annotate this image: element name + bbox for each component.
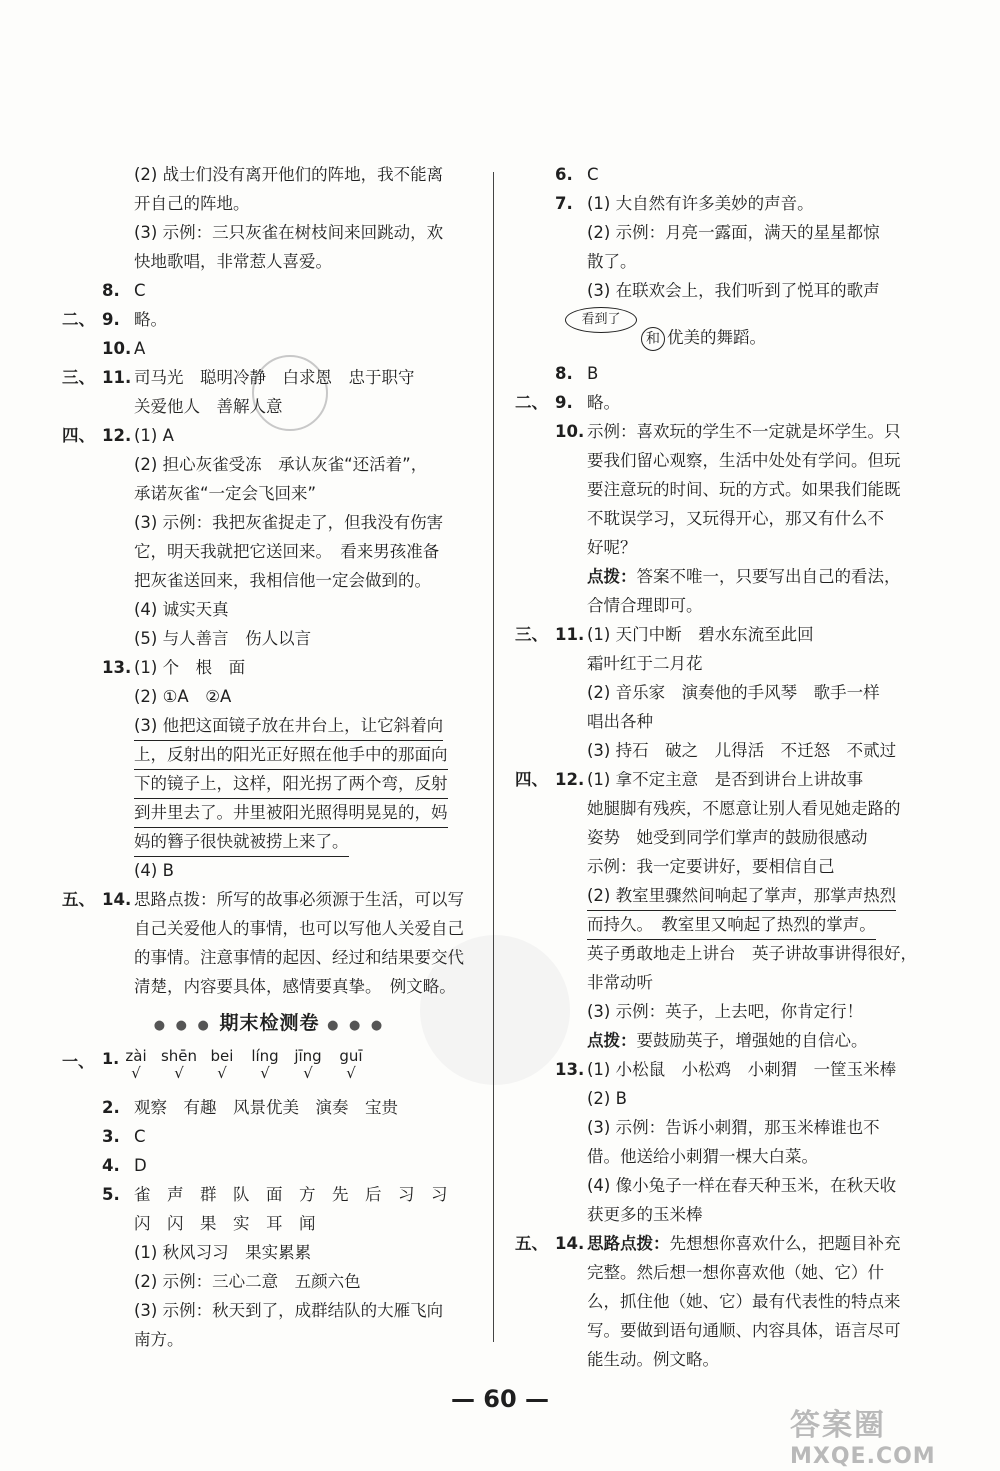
answer-text: C xyxy=(134,1127,146,1146)
answer-text xyxy=(587,1026,868,1055)
answer-text: 唱出各种 xyxy=(587,712,653,731)
answer-line xyxy=(62,160,477,189)
question-number: 12. xyxy=(102,426,132,445)
answer-text: (2) ①A ②A xyxy=(134,687,232,706)
answer-text: 司马光 聪明冷静 白求恩 忠于职守 xyxy=(134,368,415,387)
question-number: 5. xyxy=(102,1185,120,1204)
inserted-word-bubble: 看到了 xyxy=(565,307,637,333)
answer-line xyxy=(62,479,477,508)
answer-text: C xyxy=(587,165,599,184)
answer-line xyxy=(515,160,935,189)
answer-line xyxy=(62,566,477,595)
section-marker: 四、 xyxy=(515,770,548,789)
answer-text: (1) 天门中断 碧水东流至此回 xyxy=(587,625,814,644)
answer-line xyxy=(62,827,477,856)
check-mark: √ xyxy=(217,1064,227,1082)
answer-text: (1) 大自然有许多美妙的声音。 xyxy=(587,194,814,213)
answer-line xyxy=(62,682,477,711)
check-mark: √ xyxy=(260,1064,270,1082)
answer-text: 把灰雀送回来，我相信他一定会做到的。 xyxy=(134,571,431,590)
answer-line xyxy=(515,359,935,388)
section-marker: 五、 xyxy=(515,1234,548,1253)
answer-text: (2) 战士们没有离开他们的阵地，我不能离 xyxy=(134,165,444,184)
answer-line xyxy=(62,450,477,479)
page-number: — 60 — xyxy=(450,1385,550,1413)
answer-line xyxy=(62,1122,477,1151)
question-number: 11. xyxy=(555,625,585,644)
answer-text: 姿势 她受到同学们掌声的鼓励很感动 xyxy=(587,828,868,847)
answer-text: 观察 有趣 风景优美 演奏 宝贵 xyxy=(134,1098,398,1117)
pinyin-item xyxy=(245,1047,285,1081)
answer-line xyxy=(62,1296,477,1325)
section-marker: 三、 xyxy=(515,625,548,644)
hint-text: 先想想你喜欢什么，把题目补充 xyxy=(669,1234,901,1253)
hint-label: 点拨： xyxy=(587,567,637,586)
watermark-url: MXQE.COM xyxy=(790,1444,936,1469)
answer-text: 好呢？ xyxy=(587,538,637,557)
hint-text: 要鼓励英子，增强她的自信心。 xyxy=(636,1031,868,1050)
answer-line xyxy=(62,653,477,682)
pinyin-item xyxy=(331,1047,371,1081)
answer-line xyxy=(515,794,935,823)
question-number: 9. xyxy=(555,393,573,412)
answer-line xyxy=(515,247,935,276)
answer-text: 关爱他人 善解人意 xyxy=(134,397,283,416)
question-number: 14. xyxy=(555,1234,585,1253)
answer-line xyxy=(515,678,935,707)
hint-text: 答案不唯一，只要写出自己的看法， xyxy=(636,567,901,586)
answer-line xyxy=(62,740,477,769)
answer-text: (2) 示例：月亮一露面，满天的星星都惊 xyxy=(587,223,880,242)
answer-line xyxy=(62,363,477,392)
pinyin-answer-row xyxy=(62,1045,477,1093)
answer-text: (1) 拿不定主意 是否到讲台上讲故事 xyxy=(587,770,864,789)
question-number: 7. xyxy=(555,194,573,213)
pinyin-item xyxy=(159,1047,199,1081)
answer-line xyxy=(515,446,935,475)
answer-text: 要注意玩的时间、玩的方式。如果我们能既 xyxy=(587,480,901,499)
answer-text: 要我们留心观察，生活中处处有学问。但玩 xyxy=(587,451,901,470)
answer-text: (1) 个 根 面 xyxy=(134,658,246,677)
answer-line xyxy=(515,388,935,417)
answer-line xyxy=(515,1055,935,1084)
watermark-title: 答案圈 xyxy=(790,1408,886,1443)
answer-line xyxy=(515,910,935,939)
answer-line xyxy=(515,1287,935,1316)
pinyin-item xyxy=(202,1047,242,1081)
section-marker: 五、 xyxy=(62,890,95,909)
pinyin-item xyxy=(288,1047,328,1081)
answer-line xyxy=(515,620,935,649)
answer-line xyxy=(62,334,477,363)
check-mark: √ xyxy=(174,1064,184,1082)
answer-line xyxy=(62,1325,477,1354)
answer-text: 借。他送给小刺猬一棵大白菜。 xyxy=(587,1147,818,1166)
answer-text: 妈的簪子很快就被捞上来了。 xyxy=(134,827,349,857)
answer-line xyxy=(515,1084,935,1113)
check-mark: √ xyxy=(346,1064,356,1082)
answer-line xyxy=(515,649,935,678)
answer-text xyxy=(587,562,901,591)
hint-label: 点拨： xyxy=(587,1031,637,1050)
answer-text: (1) A xyxy=(134,426,174,445)
answer-line xyxy=(62,595,477,624)
check-mark: √ xyxy=(131,1064,141,1082)
section-marker: 二、 xyxy=(515,393,548,412)
question-number: 2. xyxy=(102,1098,120,1117)
answer-text: 雀 声 群 队 面 方 先 后 习 习 xyxy=(134,1185,448,1204)
question-number: 8. xyxy=(555,364,573,383)
answer-text: (3) 示例：英子，上去吧，你肯定行！ xyxy=(587,1002,864,1021)
answer-line xyxy=(515,1258,935,1287)
answer-line xyxy=(515,765,935,794)
answer-text: 南方。 xyxy=(134,1330,184,1349)
banner-title: 期末检测卷 xyxy=(211,1012,328,1034)
question-number: 1. xyxy=(102,1049,120,1068)
answer-text: D xyxy=(134,1156,147,1175)
answer-line xyxy=(62,798,477,827)
question-number: 9. xyxy=(102,310,120,329)
site-watermark xyxy=(790,1400,970,1469)
section-marker: 二、 xyxy=(62,310,95,329)
answer-text: 开自己的阵地。 xyxy=(134,194,250,213)
answer-line xyxy=(62,305,477,334)
answer-text: 自己关爱他人的事情，也可以写他人关爱自己 xyxy=(134,919,464,938)
answer-line xyxy=(515,939,935,968)
answer-line xyxy=(62,218,477,247)
answer-text: B xyxy=(587,364,599,383)
answer-text: (3) 持石 破之 儿得活 不迁怒 不贰过 xyxy=(587,741,897,760)
answer-line xyxy=(515,189,935,218)
question-number: 13. xyxy=(102,658,132,677)
answer-text: (4) 像小兔子一样在春天种玉米，在秋天收 xyxy=(587,1176,897,1195)
answer-text: 承诺灰雀“一定会飞回来” xyxy=(134,484,317,503)
answer-line xyxy=(62,624,477,653)
answer-line xyxy=(515,1026,935,1055)
pinyin-item xyxy=(116,1047,156,1081)
answer-line xyxy=(515,707,935,736)
answer-line xyxy=(62,885,477,914)
answer-line xyxy=(515,276,935,305)
answer-line xyxy=(62,769,477,798)
answer-text: 的事情。注意事情的起因、经过和结果要交代 xyxy=(134,948,464,967)
answer-text: 它，明天我就把它送回来。 看来男孩准备 xyxy=(134,542,440,561)
circled-word: 和 xyxy=(641,327,665,351)
answer-text: 完整。然后想一想你喜欢他（她、它）什 xyxy=(587,1263,884,1282)
question-number: 10. xyxy=(102,339,132,358)
answer-line xyxy=(515,823,935,852)
answer-text: C xyxy=(134,281,146,300)
banner-dots-left: ● ● ● xyxy=(153,1018,212,1033)
answer-text: (3) 他把这面镜子放在井台上，让它斜着向 xyxy=(134,711,443,741)
question-number: 3. xyxy=(102,1127,120,1146)
answer-text: (2) 音乐家 演奏他的手风琴 歌手一样 xyxy=(587,683,880,702)
answer-text: (3) 示例：秋天到了，成群结队的大雁飞向 xyxy=(134,1301,444,1320)
answer-text: (5) 与人善言 伤人以言 xyxy=(134,629,312,648)
answer-line xyxy=(515,1113,935,1142)
answer-text: 上，反射出的阳光正好照在他手中的那面向 xyxy=(134,740,448,770)
answer-line xyxy=(62,1238,477,1267)
answer-line xyxy=(515,1345,935,1374)
answer-line xyxy=(515,1142,935,1171)
answer-line xyxy=(62,1267,477,1296)
answer-line xyxy=(515,533,935,562)
answer-line xyxy=(515,881,935,910)
answer-line xyxy=(62,247,477,276)
answer-text xyxy=(587,1229,901,1258)
answer-text: 散了。 xyxy=(587,252,637,271)
left-column xyxy=(62,160,477,1354)
answer-line xyxy=(62,189,477,218)
answer-text: (3) 在联欢会上，我们听到了悦耳的歌声 xyxy=(587,281,880,300)
pinyin-text: jīng xyxy=(294,1047,322,1065)
question-number: 11. xyxy=(102,368,132,387)
answer-line xyxy=(62,276,477,305)
answer-line xyxy=(62,1180,477,1209)
answer-line xyxy=(62,1209,477,1238)
answer-text: (4) 诚实天真 xyxy=(134,600,229,619)
banner-dots-right: ● ● ● xyxy=(327,1018,386,1033)
answer-line xyxy=(62,508,477,537)
answer-line xyxy=(515,1229,935,1258)
answer-line xyxy=(515,1200,935,1229)
answer-text: (2) 担心灰雀受冻 承认灰雀“还活着”， xyxy=(134,455,428,474)
answer-text: (3) 示例：三只灰雀在树枝间来回跳动，欢 xyxy=(134,223,444,242)
answer-text: (3) 示例：告诉小刺猬，那玉米棒谁也不 xyxy=(587,1118,880,1137)
answer-text: 么，抓住他（她、它）最有代表性的特点来 xyxy=(587,1292,901,1311)
answer-line xyxy=(515,736,935,765)
answer-line xyxy=(62,943,477,972)
answer-line xyxy=(62,914,477,943)
answer-line xyxy=(62,711,477,740)
answer-text: 英子勇敢地走上讲台 英子讲故事讲得很好， xyxy=(587,944,917,963)
answer-text: 略。 xyxy=(587,393,620,412)
answer-line xyxy=(62,392,477,421)
answer-line xyxy=(515,1316,935,1345)
answer-text: 优美的舞蹈。 xyxy=(667,328,766,347)
answer-text: 她腿脚有残疾，不愿意让别人看见她走路的 xyxy=(587,799,901,818)
answer-text: 能生动。例文略。 xyxy=(587,1350,719,1369)
answer-text: 快地歌唱，非常惹人喜爱。 xyxy=(134,252,332,271)
answer-text: (3) 示例：我把灰雀捉走了，但我没有伤害 xyxy=(134,513,444,532)
answer-text: 而持久。 教室里又响起了热烈的掌声。 xyxy=(587,910,876,940)
answer-text: 略。 xyxy=(134,310,167,329)
answer-text: 示例：喜欢玩的学生不一定就是坏学生。只 xyxy=(587,422,901,441)
answer-line xyxy=(62,1151,477,1180)
answer-line xyxy=(62,1093,477,1122)
answer-line xyxy=(62,856,477,885)
question-number: 10. xyxy=(555,422,585,441)
pinyin-text: líng xyxy=(251,1047,279,1065)
answer-text: A xyxy=(134,339,146,358)
pinyin-text: zài xyxy=(125,1047,147,1065)
revision-mark xyxy=(515,305,935,359)
answer-line xyxy=(62,421,477,450)
pinyin-text: shēn xyxy=(160,1047,198,1065)
answer-line xyxy=(515,591,935,620)
answer-text: 下的镜子上，这样，阳光拐了两个弯，反射 xyxy=(134,769,448,799)
question-number: 13. xyxy=(555,1060,585,1079)
answer-text: 示例：我一定要讲好，要相信自己 xyxy=(587,857,835,876)
answer-line xyxy=(515,218,935,247)
right-column xyxy=(515,160,935,1374)
pinyin-text: guī xyxy=(339,1047,363,1065)
answer-line xyxy=(515,562,935,591)
answer-text: 清楚，内容要具体，感情要真挚。 例文略。 xyxy=(134,977,456,996)
answer-line xyxy=(515,475,935,504)
answer-line xyxy=(62,972,477,1001)
answer-text: 不耽误学习，又玩得开心，那又有什么不 xyxy=(587,509,884,528)
answer-text: (4) B xyxy=(134,861,174,880)
answer-line xyxy=(515,968,935,997)
answer-text: (1) 秋风习习 果实累累 xyxy=(134,1243,312,1262)
answer-line xyxy=(515,417,935,446)
question-number: 14. xyxy=(102,890,132,909)
question-number: 6. xyxy=(555,165,573,184)
answer-text: 到井里去了。井里被阳光照得明晃晃的，妈 xyxy=(134,798,448,828)
hint-label: 思路点拨： xyxy=(587,1234,670,1253)
column-divider xyxy=(493,172,494,1342)
question-number: 12. xyxy=(555,770,585,789)
answer-line xyxy=(62,537,477,566)
answer-text: 思路点拨：所写的故事必须源于生活，可以写 xyxy=(134,890,464,909)
answer-text: (2) B xyxy=(587,1089,627,1108)
question-number: 4. xyxy=(102,1156,120,1175)
answer-line xyxy=(515,1171,935,1200)
answer-text: 写。要做到语句通顺、内容具体，语言尽可 xyxy=(587,1321,901,1340)
pinyin-text: bei xyxy=(210,1047,234,1065)
answer-text: 霜叶红于二月花 xyxy=(587,654,703,673)
answer-text: 非常动听 xyxy=(587,973,653,992)
exam-section-banner xyxy=(62,1001,477,1045)
answer-line xyxy=(515,852,935,881)
section-marker: 三、 xyxy=(62,368,95,387)
answer-text: 闪 闪 果 实 耳 闻 xyxy=(134,1214,316,1233)
answer-line xyxy=(515,504,935,533)
answer-text: (2) 教室里骤然间响起了掌声，那掌声热烈 xyxy=(587,881,896,911)
answer-line xyxy=(515,997,935,1026)
section-marker: 一、 xyxy=(62,1052,95,1071)
check-mark: √ xyxy=(303,1064,313,1082)
question-number: 8. xyxy=(102,281,120,300)
answer-text: (2) 示例：三心二意 五颜六色 xyxy=(134,1272,361,1291)
answer-text: 获更多的玉米棒 xyxy=(587,1205,703,1224)
answer-text: (1) 小松鼠 小松鸡 小刺猬 一筐玉米棒 xyxy=(587,1060,897,1079)
answer-text: 合情合理即可。 xyxy=(587,596,703,615)
section-marker: 四、 xyxy=(62,426,95,445)
